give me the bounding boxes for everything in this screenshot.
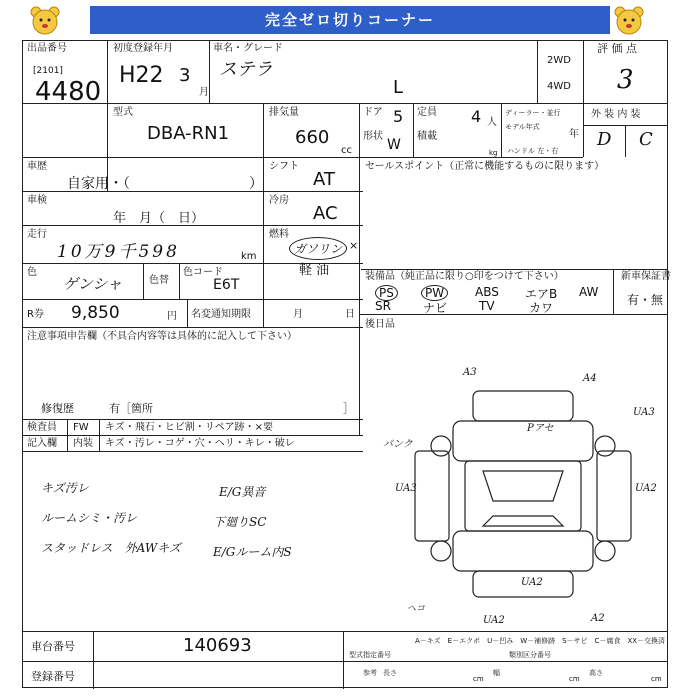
equip-abs: ABS xyxy=(475,285,499,299)
equip-tv: TV xyxy=(479,299,495,313)
check-row-2: キズ・汚レ・コゲ・穴・ヘリ・キレ・破レ xyxy=(105,438,295,449)
type-number-label: 型式指定番号 xyxy=(349,651,391,659)
width-unit: cm xyxy=(569,675,580,683)
color-code: E6T xyxy=(213,277,240,293)
height-unit: cm xyxy=(651,675,662,683)
rating-label: 評 価 点 xyxy=(597,42,637,55)
lot-number-label: 出品番号 xyxy=(27,43,67,54)
equip-pw: PW xyxy=(421,285,448,301)
mark-ua3-right: UA3 xyxy=(633,407,655,418)
notes-label: 注意事項申告欄（不具合内容等は具体的に記入して下さい） xyxy=(27,331,297,342)
damage-legend: A－キズ E－エクボ U－凹み W－補修跡 S－サビ C－腐食 XX－交換済 xyxy=(415,637,666,645)
check-interior: 内装 xyxy=(73,438,93,449)
equip-leather: カワ xyxy=(529,301,554,315)
name-change-month: 月 xyxy=(293,309,303,320)
equipment-label: 装備品（純正品に限り○印をつけて下さい） xyxy=(365,271,564,282)
mark-ua2-bottom: UA2 xyxy=(521,577,543,588)
mascot-left-icon xyxy=(28,4,62,36)
registration-era: H22 xyxy=(119,63,164,88)
recycle-unit: 円 xyxy=(167,311,177,322)
equip-navi: ナビ xyxy=(423,301,448,315)
inspection-label: 車検 xyxy=(27,195,47,206)
capacity-unit: 人 xyxy=(487,117,497,128)
capacity-value: 4 xyxy=(471,107,482,126)
note-4: E/G異音 xyxy=(219,485,266,499)
doors-value: 5 xyxy=(393,107,404,126)
note-1: キズ汚レ xyxy=(41,481,89,495)
inspection-value: 年 月（ 日） xyxy=(113,211,205,226)
doors-label: ドア xyxy=(363,107,383,118)
equip-aw: AW xyxy=(579,285,599,299)
color-value: ゲンシャ xyxy=(63,275,123,293)
lot-number: 4480 xyxy=(35,77,102,107)
mileage-value: 10万9千598 xyxy=(57,242,180,262)
drive-2wd: 2WD xyxy=(547,55,571,66)
aircon-value: AC xyxy=(313,203,338,224)
mark-a4: A4 xyxy=(583,373,597,384)
handle-label: ハンドル 左・右 xyxy=(507,147,559,155)
note-5: 下廻りSC xyxy=(213,515,267,529)
width-label: 幅 xyxy=(493,669,500,677)
color-code-label: 色コード xyxy=(183,267,223,278)
fuel-label: 燃料 xyxy=(269,229,289,240)
category-number-label: 類別区分番号 xyxy=(509,651,551,659)
repair-close: ］ xyxy=(343,402,354,415)
equip-airbag: エアB xyxy=(525,287,558,301)
fuel-other: × xyxy=(349,239,359,252)
recycle-label: R券 xyxy=(27,309,44,320)
interior-grade: C xyxy=(639,129,653,150)
mark-p-ase: Pアセ xyxy=(527,423,554,434)
mileage-label: 走行 xyxy=(27,229,47,240)
sales-point-label: セールスポイント（正常に機能するものに限ります） xyxy=(365,161,605,172)
new-warranty-value: 有・無 xyxy=(627,293,664,307)
recycle-value: 9,850 xyxy=(71,303,120,323)
check-label-2: 記入欄 xyxy=(27,438,57,449)
note-2: ルームシミ・汚レ xyxy=(41,511,138,525)
height-label: 高さ xyxy=(589,669,603,677)
exterior-grade: D xyxy=(597,129,612,150)
model-value: DBA-RN1 xyxy=(147,123,230,144)
shift-label: シフト xyxy=(269,161,299,172)
model-year-label: モデル年式 xyxy=(505,123,540,131)
length-label: 長さ xyxy=(383,669,397,677)
load-label: 積載 xyxy=(417,131,437,142)
model-label: 型式 xyxy=(113,107,133,118)
model-year-unit: 年 xyxy=(569,129,579,140)
history-close: ） xyxy=(249,176,263,192)
repair-value: 有［箇所 xyxy=(109,402,153,415)
mark-ua2-right: UA2 xyxy=(635,483,657,494)
mileage-unit: km xyxy=(241,251,257,262)
note-6: E/Gルーム内S xyxy=(213,545,292,559)
ext-int-label: 外 装 内 装 xyxy=(591,109,641,120)
new-warranty-label: 新車保証書 xyxy=(621,271,671,282)
aircon-label: 冷房 xyxy=(269,195,289,206)
reg-number-label: 登録番号 xyxy=(31,670,75,683)
shift-value: AT xyxy=(313,169,335,190)
name-change-label: 名変通知期限 xyxy=(191,309,251,320)
after-market-label: 後日品 xyxy=(365,319,395,330)
color-label: 色 xyxy=(27,267,37,278)
color-swap-label: 色替 xyxy=(149,275,169,286)
mark-ua2-rear: UA2 xyxy=(483,615,505,626)
registration-month: 3 xyxy=(179,65,191,86)
registration-label: 初度登録年月 xyxy=(113,43,173,54)
displacement-label: 排気量 xyxy=(269,107,299,118)
registration-month-unit: 月 xyxy=(199,87,209,98)
rating-score: 3 xyxy=(617,65,634,95)
length-ref: 参考 xyxy=(363,669,377,677)
name-change-day: 日 xyxy=(345,309,355,320)
vehicle-name-label: 車名・グレード xyxy=(213,43,283,54)
mark-puncture: パンク xyxy=(383,439,413,450)
shape-label: 形状 xyxy=(363,131,383,142)
history-label: 車歴 xyxy=(27,161,47,172)
length-unit: cm xyxy=(473,675,484,683)
fuel-gasoline: ガソリン xyxy=(289,237,347,260)
chassis-value: 140693 xyxy=(183,635,252,656)
capacity-label: 定員 xyxy=(417,107,437,118)
equip-ps: PS xyxy=(375,285,398,301)
chassis-label: 車台番号 xyxy=(31,640,75,653)
repair-label: 修復歴 xyxy=(41,402,74,415)
equip-sr: SR xyxy=(375,299,391,313)
vehicle-name: ステラ xyxy=(219,59,273,80)
check-label-1: 検査員 xyxy=(27,422,57,433)
mark-dent: ヘコ xyxy=(407,604,426,614)
fuel-diesel: 軽 油 xyxy=(299,263,330,278)
dealer-label: ディーラー・並行 xyxy=(505,109,561,117)
mark-a3-top: A3 xyxy=(463,367,477,378)
auction-sheet xyxy=(22,40,671,688)
drive-4wd: 4WD xyxy=(547,81,571,92)
check-row-1: キズ・飛石・ヒビ割・リペア跡・×要 xyxy=(105,422,273,433)
page-title: 完全ゼロ切りコーナー xyxy=(90,6,610,34)
note-3: スタッドレス 外AWキズ xyxy=(41,541,181,555)
lot-sub: [2101] xyxy=(33,66,63,76)
displacement-unit: cc xyxy=(341,145,352,156)
shape-value: W xyxy=(387,137,401,153)
displacement-value: 660 xyxy=(295,127,330,148)
check-fw: FW xyxy=(73,422,89,433)
load-unit: kg xyxy=(489,149,498,157)
vehicle-grade: L xyxy=(393,77,404,98)
mark-ua3-left: UA3 xyxy=(395,483,417,494)
history-value: 自家用・（ xyxy=(67,176,130,192)
mascot-right-icon xyxy=(612,4,646,36)
mark-a2: A2 xyxy=(591,613,605,624)
